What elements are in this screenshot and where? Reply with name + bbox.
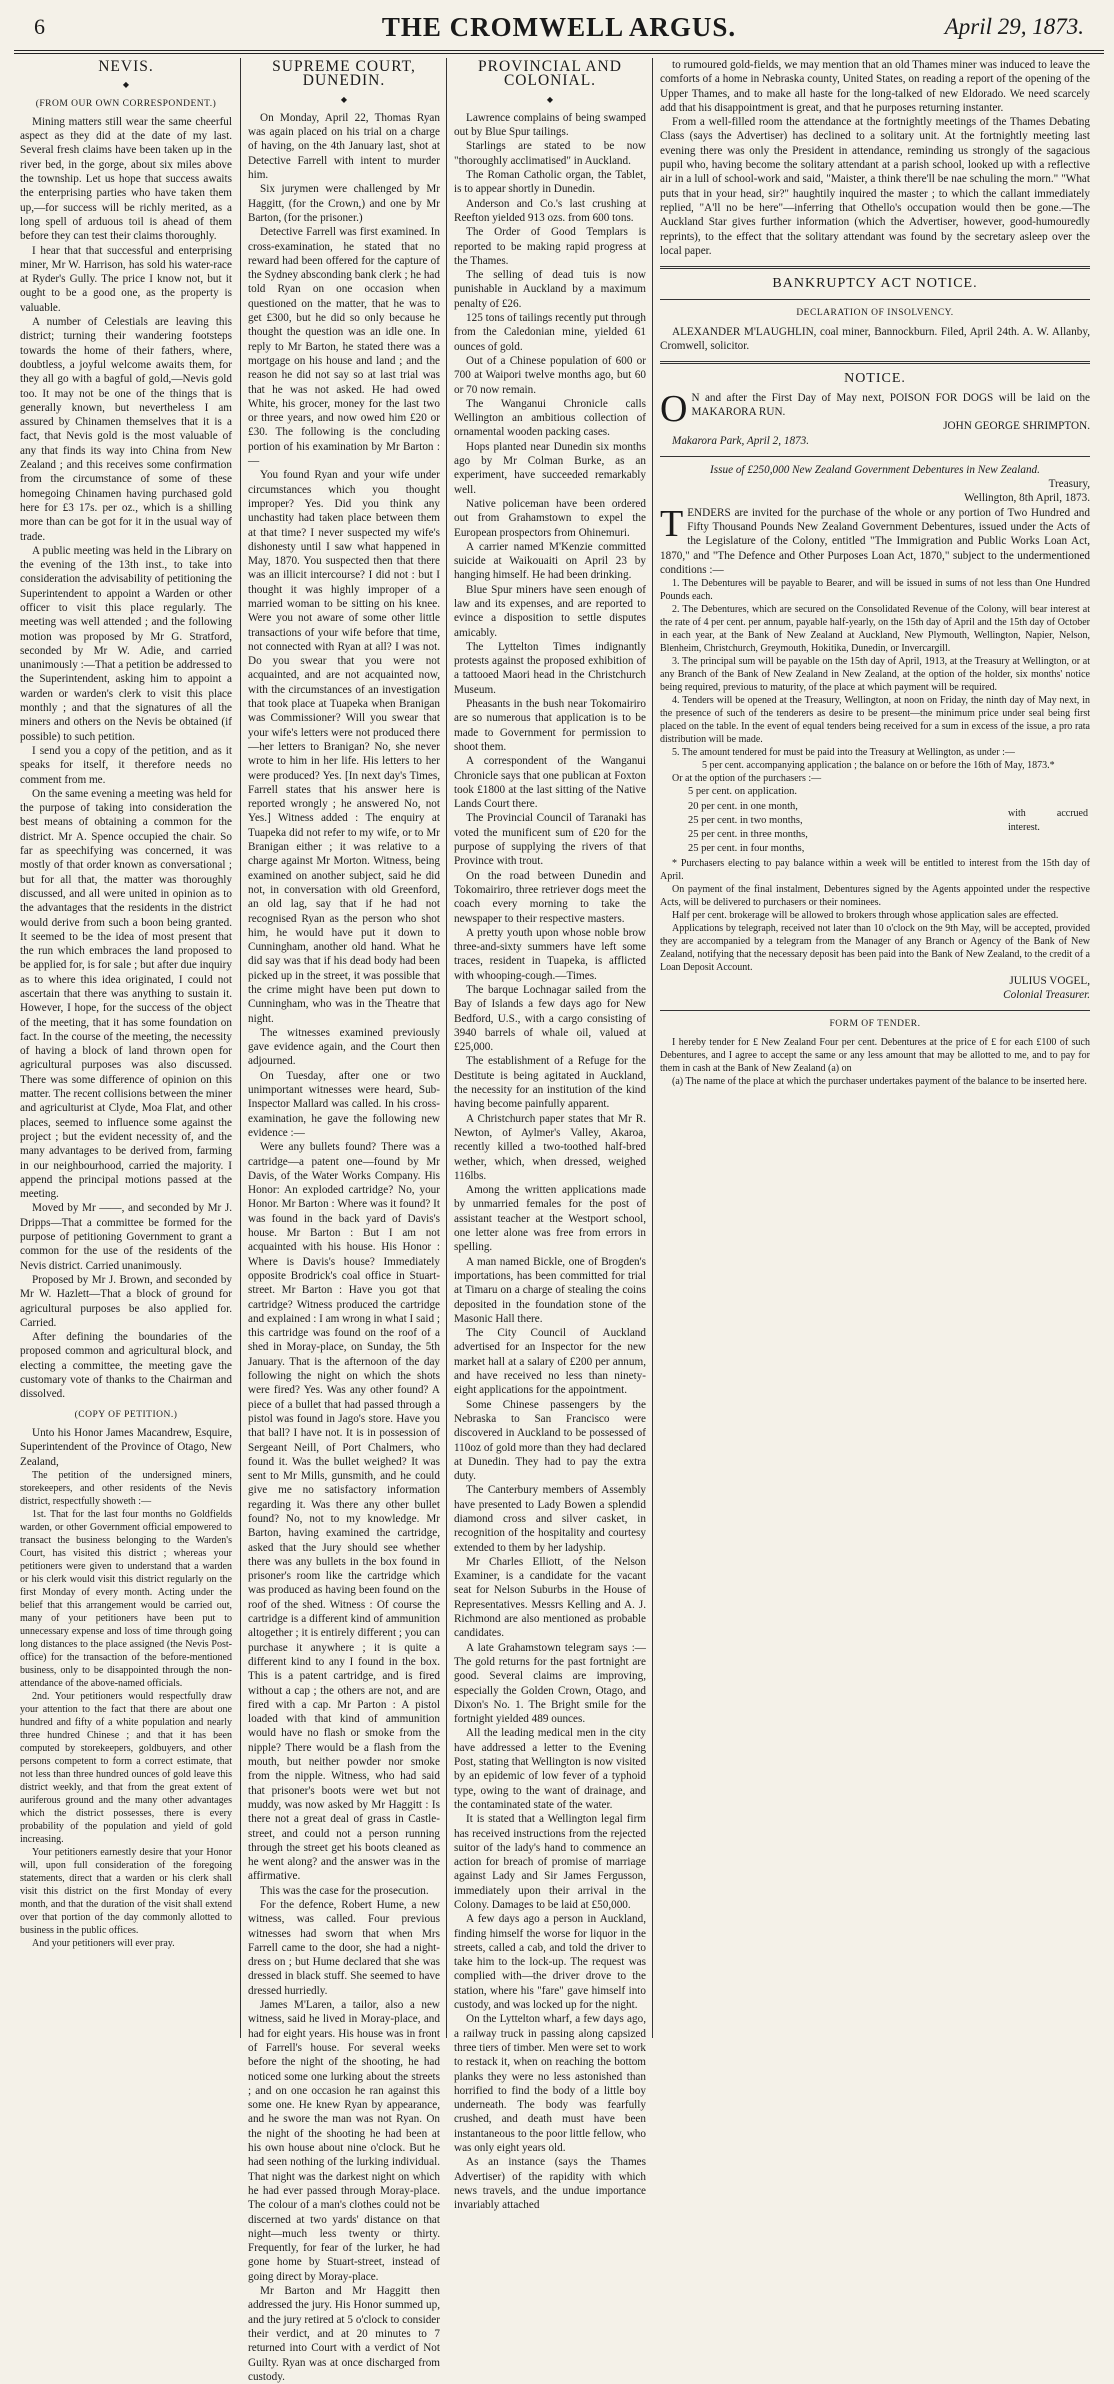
- footnote: * Purchasers electing to pay balance within a week will be entitled to interest from the 15th day of April.: [660, 857, 1090, 882]
- article-body: [248, 111, 440, 2384]
- column-divider: [446, 58, 447, 2038]
- article-title: SUPREME COURT, DUNEDIN.: [272, 58, 416, 90]
- form-heading: FORM OF TENDER.: [829, 1019, 921, 1030]
- insolvency-text: ALEXANDER M'LAUGHLIN, coal miner, Bannockburn. Filed, April 24th. A. W. Allanby, Cromwell, solicitor.: [660, 325, 1090, 353]
- news-item: Lawrence complains of being swamped out by Blue Spur tailings.: [454, 111, 646, 139]
- column-provincial-colonial: [454, 58, 646, 2212]
- news-item: Anderson and Co.'s last crushing at Reefton yielded 913 ozs. from 600 tons.: [454, 197, 646, 224]
- payment-brace: with accrued interest.: [1008, 807, 1088, 833]
- masthead-rule: [14, 50, 1104, 51]
- news-item: The establishment of a Refuge for the Destitute is being agitated in Auckland, the necessity for an institution of the kind having become painfully apparent.: [454, 1055, 646, 1111]
- notice-body: O N and after the First Day of May next, POISON FOR DOGS will be laid on the MAKARORA RUN.: [660, 387, 1090, 430]
- news-item: The selling of dead tuis is now punishable in Auckland by a maximum penalty of £26.: [454, 269, 646, 310]
- drop-cap: O: [660, 387, 688, 430]
- condition-item: 5. The amount tendered for must be paid into the Treasury at Wellington, as under :—: [672, 747, 1015, 759]
- paragraph: After defining the boundaries of the proposed common and agricultural block, and electing a committee, the meeting gave the customary vote of thanks to the Chairman and dissolved.: [20, 1331, 232, 1401]
- drop-cap: T: [660, 502, 684, 545]
- divider: [660, 1010, 1090, 1011]
- tender-conditions: [660, 577, 1090, 759]
- article-continued: [660, 58, 1090, 258]
- column-notices: [660, 58, 1100, 2038]
- tenders-intro: TENDERS are invited for the purchase of the whole or any portion of Two Hundred and Fifty Thousand Pounds New Zealand Government Debentures, issued under the Acts of the Legislature of the Colony, entitled "The Immigration and Public Works Loan Act, 1870," and "The Defence and Other Purposes Loan Act, 1870," subject to the undermentioned conditions :—: [660, 502, 1090, 576]
- paragraph: From a well-filled room the attendance at the fortnightly meetings of the Thames Debating Class (says the Advertiser) has declined to a solitary unit. At the fortnightly meeting last evening there was only the President in attendance, reminding us strongly of the sagacious pupil who, having become the solitary attendant at a parish school, looked up with a reflective air in a lull of school-work and said, "Maister, a think there'll be nae schuling the morn." "What puts that in your head, sir?" haughtily inquired the master ; to which the callant immediately replied, "A'll no be here"—inferring that Othello's occupation would then be gone.—The Auckland Star gives further information (which the Advertiser, however, good-humouredly reprints), to the effect that the solitary attendant was found by the secretary asleep over the local paper.: [660, 116, 1090, 257]
- paragraph: On Monday, April 22, Thomas Ryan was again placed on his trial on a charge of having, on the 4th January last, shot at Detective Farrell with intent to murder him.: [248, 111, 440, 182]
- page-header: [14, 6, 1104, 50]
- paragraph: The witnesses examined previously gave evidence again, and the Court then adjourned.: [248, 1026, 440, 1068]
- news-item: Among the written applications made by unmarried females for the post of assistant teacher at the Westport school, one letter alone was free from errors in spelling.: [454, 1184, 646, 1254]
- ornament-icon: ◆: [340, 94, 348, 104]
- divider: [660, 266, 1090, 269]
- article-title: PROVINCIAL AND COLONIAL.: [478, 58, 622, 90]
- payment-row: 20 per cent. in one month,: [688, 800, 798, 812]
- payment-row: 25 per cent. in four months,: [688, 843, 805, 855]
- paragraph: On the same evening a meeting was held for the purpose of taking into consideration the best means of obtaining a common for the district. Mr A. Spence occupied the chair. So far as speechifying was concerned, it was mostly of that order known as conversational ; but for all that, the matter was thoroughly discussed, and all were united in opinion as to the advantages that the residents in the district would derive from such a boon being granted. It seemed to be the idea of most present that the run which embraces the land proposed to be applied for, is for sale ; but after due inquiry as to where this idea originated, I could not ascertain that there was anything to sustain it. However, I hope, for the success of the object of the meeting, that it has some foundation on fact. In the course of the meeting, the necessity of having a block of land thrown open for agricultural purposes was also discussed. There was some difference of opinion on this matter. The recent collisions between the miner and agriculturist at Clyde, Moa Flat, and other places, seemed to influence some against the project ; but the evident necessity of, and the many advantages to be derived from, farming in our neighbourhood, carried the majority. I append the principal motions passed at the meeting.: [20, 787, 232, 1201]
- news-item: The barque Lochnagar sailed from the Bay of Islands a few days ago for New Bedford, U.S., with a cargo consisting of 3940 barrels of whale oil, valued at £25,000.: [454, 984, 646, 1054]
- form-note: (a) The name of the place at which the purchaser undertakes payment of the balance to be inserted here.: [672, 1075, 1087, 1087]
- news-item: 125 tons of tailings recently put through from the Caledonian mine, yielded 61 ounces of gold.: [454, 312, 646, 353]
- paragraph: Your petitioners earnestly desire that your Honor will, upon full consideration of the foregoing statements, direct that a warden or his clerk shall visit this district on the first Monday of every month, and that the duration of the visit shall extend over that portion of the day commonly allotted to business in the public offices.: [20, 1846, 232, 1936]
- condition-item: 3. The principal sum will be payable on the 15th day of April, 1913, at the Treasury at Wellington, or at any Branch of the Bank of New Zealand in New Zealand, at the option of the holder, six months' notice being required, previous to maturity, of the place at which payment will be required.: [660, 656, 1090, 694]
- payment-option-b: Or at the option of the purchasers :—: [672, 773, 822, 785]
- petition-body: [20, 1469, 232, 1950]
- paragraph: This was the case for the prosecution.: [260, 1884, 429, 1897]
- payment-row: 5 per cent. on application.: [688, 786, 798, 798]
- condition-item: 4. Tenders will be opened at the Treasury, Wellington, at noon on Friday, the ninth day of May next, in the presence of such of the tenderers as desire to be present—the minimum price under seal being first placed on the table. In the event of equal tenders being received for a sum in excess of the issue, a pro rata distribution will be made.: [660, 695, 1090, 746]
- issue-date: April 29, 1873.: [944, 14, 1084, 39]
- payment-row: 25 per cent. in three months,: [688, 829, 808, 841]
- paragraph: Detective Farrell was first examined. In cross-examination, he stated that no reward had been offered for the capture of the Sydney absconding bank clerk ; he had told Ryan on one occasion when questioned on the matter, that he was to get £300, but he did so only because he thought the question was an idle one. In reply to Mr Barton, he stated there was a mortgage on his house and land ; and the reason he did not say so at last trial was that he was not asked. He had owed White, his grocer, money for the last two or three years, and now owed him £20 or £30. The following is the concluding portion of his examination by Mr Barton :—: [248, 226, 440, 468]
- paragraph: A number of Celestials are leaving this district; turning their wandering footsteps towards the home of their fathers, where, doubtless, a joyful welcome awaits them, for they all go with a bagful of gold,—Nevis gold too. It may not be one of the things that is generally known, but nevertheless I am assured by Chinamen themselves that it is a fact, that Nevis gold is the most valuable of any that finds its way into China from New Zealand ; and this receives some confirmation from the circumstance of some of these homegoing Chinamen having purchased gold here for £3 17s. per oz., which is a shilling more than can be got for it in the usual way of trade.: [20, 316, 232, 543]
- column-nevis: [20, 58, 232, 2038]
- news-item: Hops planted near Dunedin six months ago by Mr Colman Burke, as an experiment, have succeeded remarkably well.: [454, 440, 646, 496]
- news-item: Out of a Chinese population of 600 or 700 at Waipori twelve months ago, but 60 or 70 now remain.: [454, 354, 646, 396]
- divider: [660, 456, 1090, 457]
- notice-title: NOTICE.: [844, 371, 906, 387]
- news-item: The City Council of Auckland advertised for an Inspector for the new market hall at a salary of £200 per annum, and have received no less than ninety-eight applications for the appointment.: [454, 1327, 646, 1397]
- paragraph: Mr Barton and Mr Haggitt then addressed the jury. His Honor summed up, and the jury retired at 5 o'clock to consider their verdict, and at 20 minutes to 7 returned into Court with a verdict of Not Guilty. Ryan was at once discharged from custody.: [248, 2285, 440, 2383]
- news-item: A carrier named M'Kenzie committed suicide at Waikouaiti on April 23 by hanging himself. He had been drinking.: [454, 540, 646, 582]
- news-item: On the Lyttelton wharf, a few days ago, a railway truck in passing along capsized three tiers of timber. Men were set to work to restack it, when on reaching the bottom planks they were no less astonished than horrified to find the body of a little boy underneath. The body was fearfully crushed, and death must have been instantaneous to the poor little fellow, who was only eight years old.: [454, 2013, 646, 2155]
- paragraph: Applications by telegraph, received not later than 10 o'clock on the 9th May, will be accepted, provided they are accompanied by a telegram from the Manager of any Branch or Agency of the Bank of New Zealand, notifying that the necessary deposit has been paid into the Bank of New Zealand, to the credit of a Loan Deposit Account.: [660, 922, 1090, 973]
- paragraph: For the defence, Robert Hume, a new witness, was called. Four previous witnesses had sworn that when Mrs Farrell came to the door, she had a night-dress on ; but Hume declared that she was dressed in black stuff. She seemed to have dressed hurriedly.: [248, 1899, 440, 1997]
- notice-place: Makarora Park, April 2, 1873.: [672, 434, 810, 447]
- page-number: 6: [34, 14, 45, 39]
- news-item: A correspondent of the Wanganui Chronicle says that one publican at Foxton took £1800 at the last sitting of the Native Lands Court there.: [454, 755, 646, 811]
- news-item: All the leading medical men in the city have addressed a letter to the Evening Post, stating that Wellington is now visited by an epidemic of low fever of a typhoid type, owing to the want of drainage, and the contaminated state of the water.: [454, 1727, 646, 1811]
- closing-paragraphs: [660, 883, 1090, 974]
- masthead: THE CROMWELL ARGUS.: [381, 12, 737, 42]
- column-divider: [240, 58, 241, 2038]
- paragraph: Six jurymen were challenged by Mr Haggitt, (for the Crown,) and one by Mr Barton, (for the prisoner.): [248, 183, 440, 224]
- byline: (FROM OUR OWN CORRESPONDENT.): [35, 98, 217, 109]
- insolvency-heading: DECLARATION OF INSOLVENCY.: [796, 308, 954, 319]
- article-body: [20, 115, 232, 1402]
- news-item: A late Grahamstown telegram says :—The gold returns for the past fortnight are good. Several claims are improving, especially the Golden Crown, Otago, and Dixon's No. 1. The Bright smile for the fortnight yielded 489 ounces.: [454, 1641, 646, 1726]
- ornament-icon: ◆: [546, 94, 554, 104]
- news-item: Native policeman have been ordered out from Grahamstown to expel the European prospectors from Ohinemuri.: [454, 497, 646, 539]
- article-title: NEVIS.: [98, 58, 154, 75]
- paragraph: I hear that that successful and enterprising miner, Mr W. Harrison, has sold his water-race at Ryder's Gully. The price I know not, but it ought to be a good one, as the property is valuable.: [20, 244, 232, 314]
- news-item: A Christchurch paper states that Mr R. Newton, of Aylmer's Valley, Akaroa, recently killed a two-toothed half-bred wether, which, when dressed, weighed 116lbs.: [454, 1112, 646, 1182]
- payment-option-a: 5 per cent. accompanying application ; the balance on or before the 16th of May, 1873.*: [702, 760, 1055, 772]
- news-item: A few days ago a person in Auckland, finding himself the worse for liquor in the streets, called a cab, and told the driver to take him to the lock-up. The request was complied with—the driver drove to the station, where his "fare" gave himself into custody, and was locked up for the night.: [454, 1913, 646, 2012]
- column-supreme-court: [248, 58, 441, 2383]
- news-item: The Wanganui Chronicle calls Wellington an ambitious collection of ornamental wooden packing cases.: [454, 397, 646, 439]
- news-item: It is stated that a Wellington legal firm has received instructions from the rejected suitor of the lady's hand to commence an action for breach of promise of marriage against Lady and Sir James Fergusson, immediately upon their arrival in the Colony. Damages to be laid at £50,000.: [454, 1813, 646, 1911]
- notice-signature: JOHN GEORGE SHRIMPTON.: [943, 420, 1090, 433]
- paragraph: The petition of the undersigned miners, storekeepers, and other residents of the Nevis district, respectfully showeth :—: [20, 1469, 232, 1507]
- news-item: The Lyttelton Times indignantly protests against the proposed exhibition of a tattooed Maori head in the Christchurch Museum.: [454, 640, 646, 696]
- news-item: Blue Spur miners have seen enough of law and its expenses, and are reported to evince a disposition to settle disputes amicably.: [454, 583, 646, 639]
- treasury-date: Wellington, 8th April, 1873.: [964, 492, 1090, 505]
- condition-item: 2. The Debentures, which are secured on the Consolidated Revenue of the Colony, will bear interest at the rate of 4 per cent. per annum, payable half-yearly, on the 15th day of April and the 15th day of October in each year, at the Bank of New Zealand at Auckland, New Plymouth, Wellington, Napier, Nelson, Blenheim, Christchurch, Greymouth, Hokitika, Dunedin, or Invercargill.: [660, 604, 1090, 655]
- news-item: A pretty youth upon whose noble brow three-and-sixty summers have left some traces, resident in Tuapeka, is afflicted with whooping-cough.—Times.: [454, 926, 646, 982]
- masthead-rule-2: [14, 53, 1104, 54]
- paragraph: Half per cent. brokerage will be allowed to brokers through whose application sales are effected.: [672, 909, 1059, 921]
- news-item: The Roman Catholic organ, the Tablet, is to appear shortly in Dunedin.: [454, 169, 646, 196]
- paragraph: On Tuesday, after one or two unimportant witnesses were heard, Sub-Inspector Mallard was called. In his cross-examination, he gave the following new evidence :—: [248, 1069, 440, 1139]
- payment-schedule: [660, 785, 1090, 856]
- news-item: The Canterbury members of Assembly have presented to Lady Bowen a splendid diamond cross and silver casket, in recognition of the hospitality and courtesy extended to them by her ladyship.: [454, 1484, 646, 1554]
- paragraph: Proposed by Mr J. Brown, and seconded by Mr W. Hazlett—That a block of ground for agricultural purposes be also applied for. Carried.: [20, 1273, 232, 1329]
- signature-title: Colonial Treasurer.: [1003, 988, 1090, 1001]
- news-item: A man named Bickle, one of Brogden's importations, has been committed for trial at Timaru on a charge of stealing the coins deposited in the foundation stone of the Masonic Hall there.: [454, 1255, 646, 1325]
- petition-heading: (COPY OF PETITION.): [74, 1409, 178, 1420]
- article-body: [454, 111, 646, 2213]
- paragraph: I send you a copy of the petition, and as it speaks for itself, it therefore needs no comment from me.: [20, 744, 232, 786]
- column-divider: [652, 58, 653, 2038]
- paragraph: 1st. That for the last four months no Goldfields warden, or other Government official empowered to transact the business belonging to the Warden's Court, has visited this district ; whereas your petitioners were given to understand that a warden or his clerk would visit this district regularly on the first Monday of every month. Acting under the belief that this arrangement would be carried out, many of your petitioners have been put to unnecessary expense and loss of time through going long distances to the place assigned (the Nevis Post-office) for the transaction of the before-mentioned business, only to be disappointed through the non-attendance of the above-named officials.: [20, 1508, 232, 1689]
- news-item: Mr Charles Elliott, of the Nelson Examiner, is a candidate for the vacant seat for Nelson Suburbs in the House of Representatives. Messrs Kelling and A. J. Richmond are also mentioned as probable candidates.: [454, 1555, 646, 1640]
- news-item: The Provincial Council of Taranaki has voted the munificent sum of £20 for the purpose of supplying the rivers of that Province with trout.: [454, 812, 646, 868]
- payment-row: 25 per cent. in two months,: [688, 814, 803, 826]
- news-item: Some Chinese passengers by the Nebraska to San Francisco were discovered in Auckland to be possessed of 110oz of gold more than they had declared at Dunedin. They had to pay the extra duty.: [454, 1398, 646, 1483]
- paragraph: And your petitioners will ever pray.: [32, 1937, 175, 1949]
- news-item: Pheasants in the bush near Tokomairiro are so numerous that application is to be made to Government for permission to shoot them.: [454, 698, 646, 753]
- paragraph: You found Ryan and your wife under circumstances which you thought improper? Yes. Did you think any unchastity had taken place between them at that time? I never suspected my wife's dishonesty until I saw what happened in May, 1870. You suspected then that there was an illicit intercourse? I did not : but I thought it was highly improper of a married woman to be sitting on his knee. Were you not aware of some other little transactions of your wife before that time, not connected with Ryan at all? I was not. Do you swear that you were not acquainted, and are not acquainted now, with the circumstances of an investigation that took place at Tuapeka when Branigan was Commissioner? Will you swear that your wife's letters were not produced there—her letters to Branigan? No, she never wrote to him in her life. His letters to her were produced? Yes. [In next day's Times, Farrell states that his answer here is reported wrongly ; he answered No, not Yes.] Witness added : The enquiry at Tuapeka did not refer to my wife, or to Mr Branigan either ; it was relative to a charge against Mr Morton. Witness, being examined on another subject, said he did not, in conversation with old Greenford, an old lag, say that if he had not recognised Ryan as the person who shot him, he would have put it down to Cunningham, another old hand. What he did say was that if his dead body had been picked up in the street, it was possible that the crime might have been put down to Cunningham, who was in the Theatre that night.: [248, 469, 440, 1025]
- divider: [660, 299, 1090, 300]
- news-item: Starlings are stated to be now "thoroughly acclimatised" in Auckland.: [454, 140, 646, 167]
- paragraph: A public meeting was held in the Library on the evening of the 13th inst., to take into consideration the advisability of petitioning the Superintendent to appoint a Warden or other officer to visit this place regularly. The meeting was well attended ; and the following motion was proposed by Mr G. Stratford, seconded by Mr W. Adie, and carried unanimously :—That a petition be addressed to the Superintendent, asking him to appoint a warden or warden's clerk to visit this place monthly ; and that the signatures of all the miners and others on the Nevis be obtained (if possible) to such petition.: [20, 544, 232, 743]
- treasury: Treasury,: [1048, 478, 1090, 491]
- paragraph: Mining matters still wear the same cheerful aspect as they did at the date of my last. Several fresh claims have been taken up in the river bed, in the gorge, about six miles above the township. Let us hope that success awaits the enterprising parties who have taken them up,—for success will be richly merited, as a long spell of arduous toil is ahead of them before they can test their claims thoroughly.: [20, 115, 232, 243]
- paragraph: to rumoured gold-fields, we may mention that an old Thames miner was induced to leave the comforts of a home in Nebraska county, United States, on reading a report of the opening of the Upper Thames, and to make all haste for the long-talked of new Eldorado. We need scarcely add that his disappointment is great, and that he purposes returning instanter.: [660, 59, 1090, 114]
- paragraph: James M'Laren, a tailor, also a new witness, said he lived in Moray-place, and had for eight years. His house was in front of Farrell's house. For several weeks before the night of the shooting, he had noticed some one lurking about the streets ; and on one occasion he ran against this some one. He knew Ryan by appearance, and he swore the man was not Ryan. On the night of the shooting he had been at his own house about nine o'clock. But he had seen nothing of the lurking individual. That night was the darkest night on which he had ever passed through Moray-place. The colour of a man's clothes could not be discerned at two yards' distance on that night—much less twenty or thirty. Frequently, for fear of the lurker, he had gone home by Stuart-street, instead of going direct by Moray-place.: [248, 1999, 440, 2283]
- form-text: I hereby tender for £ New Zealand Four per cent. Debentures at the price of £ for each £100 of such Debentures, and I agree to accept the same or any less amount that may be allotted to me, and to pay for them in cash at the Bank of New Zealand (a) on: [660, 1036, 1090, 1074]
- paragraph: On payment of the final instalment, Debentures signed by the Agents appointed under the respective Acts, will be delivered to purchasers or their nominees.: [660, 883, 1090, 908]
- news-item: On the road between Dunedin and Tokomairiro, three retriever dogs meet the coach every morning to take the newspaper to their respective masters.: [454, 869, 646, 925]
- petition-intro: Unto his Honor James Macandrew, Esquire, Superintendent of the Province of Otago, New Zealand,: [20, 1426, 232, 1468]
- news-item: The Order of Good Templars is reported to be making rapid progress at the Thames.: [454, 226, 646, 267]
- ornament-icon: ◆: [122, 80, 130, 90]
- paragraph: Moved by Mr ——, and seconded by Mr J. Dripps—That a committee be formed for the purpose of petitioning Government to grant a common for the use of the residents of the Nevis district. Carried unanimously.: [20, 1202, 232, 1272]
- news-item: As an instance (says the Thames Advertiser) of the rapidity with which news travels, and the undue importance invariably attached: [454, 2156, 646, 2212]
- issue-heading: Issue of £250,000 New Zealand Government Debentures in New Zealand.: [710, 463, 1040, 476]
- divider: [660, 361, 1090, 364]
- condition-item: 1. The Debentures will be payable to Bearer, and will be issued in sums of not less than One Hundred Pounds each.: [660, 578, 1090, 603]
- paragraph: Were any bullets found? There was a cartridge—a patent one—found by Mr Davis, of the Water Works Company. His Honor: An exploded cartridge? No, your Honor. Mr Barton : Where was it found? It was found in the back yard of Davis's house. Mr Barton : But I am not acquainted with his house. His Honor : Where is Davis's house? Immediately opposite Brodrick's coal office in Stuart-street. Mr Barton : Have you got that cartridge? Witness produced the cartridge and explained : I am wrong in what I said ; this cartridge was found on the roof of a shed in Moray-place, on Sunday, the 5th January. That is the afternoon of the day following the night on which the shots were fired? Yes. Was any other found? A piece of a bullet that had passed through a pistol was found in Jago's store. Have you that ball? I have not. It is in possession of Sergeant Neill, of Port Chalmers, who found it. Was the bullet weighed? It was sent to Mr Mills, gunsmith, and he could give me no satisfactory information regarding it. Was there any other bullet found? No, not to my knowledge. Mr Barton, having examined the cartridge, asked that the Jury should see whether there was any bullets in the box found in prisoner's room like the cartridge which was produced as having been found on the roof of the shed. Witness : Of course the cartridge is a different kind of ammunition altogether ; it is entirely different ; you can purchase it anywhere ; it is quite a different kind to any I found in the box. This is a patent cartridge, and is fired without a cap ; the others are not, and are fired with a cap. Mr Parton : A pistol loaded with that kind of ammunition would have no flash or smoke from the nipple? There would be a flash from the mouth, but neither powder nor smoke from the nipple. Witness, who had said that prisoner's boots were wet but not muddy, was now asked by Mr Haggitt : Is there not a great deal of grass in Castle-street, and could not a person running through the street get his boots cleaned as he went along? and the answer was in the affirmative.: [248, 1141, 441, 1883]
- signature: JULIUS VOGEL,: [1009, 974, 1090, 987]
- bankruptcy-title: BANKRUPTCY ACT NOTICE.: [772, 276, 978, 292]
- paragraph: 2nd. Your petitioners would respectfully draw your attention to the fact that there are about one hundred and fifty of a white population and nearly three hundred Chinese ; and that it has been computed by storekeepers, goldbuyers, and other persons competent to form a correct estimate, that not less than three hundred ounces of gold leave this district weekly, and that from the great extent of auriferous ground and the many other advantages which the district possesses, there is every probability of the population and yield of gold increasing.: [20, 1690, 232, 1845]
